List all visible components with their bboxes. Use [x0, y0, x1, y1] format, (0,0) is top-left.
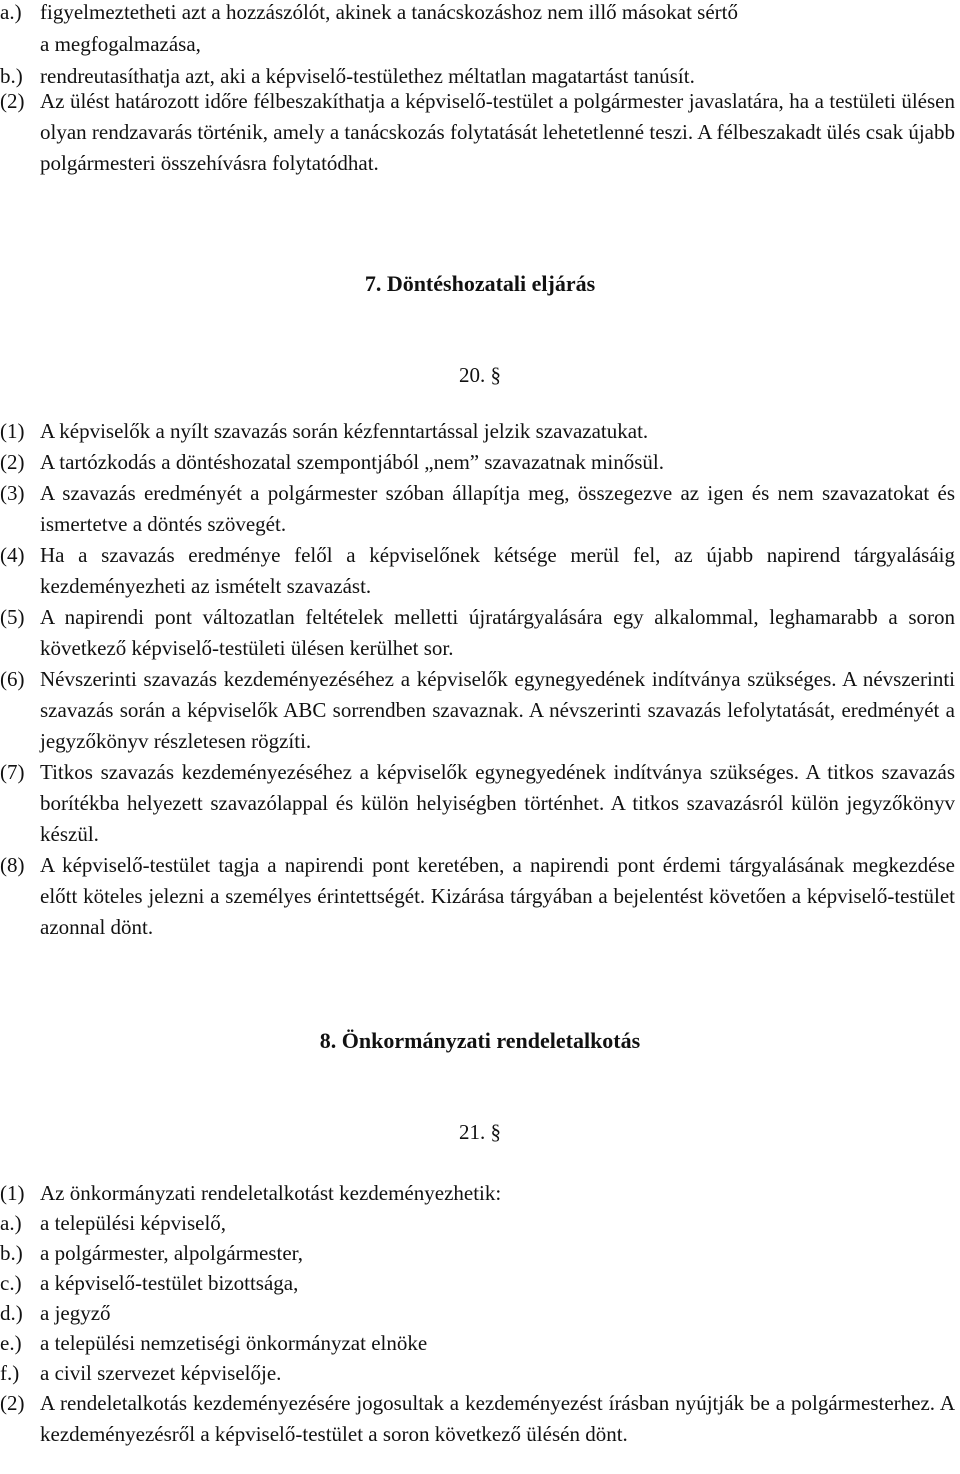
list-item-marker: f.) — [0, 1361, 20, 1385]
list-item-text: a képviselő-testület bizottsága, — [40, 1271, 299, 1295]
list-item-marker-b: b.) — [0, 64, 23, 88]
section-7-paragraphs — [0, 416, 955, 943]
list-item-text-b: rendreutasíthatja azt, aki a képviselő-testülethez méltatlan magatartást tanúsít. — [40, 64, 695, 88]
paragraph-number: (2) — [0, 450, 25, 474]
list-item-text: a polgármester, alpolgármester, — [40, 1241, 304, 1265]
paragraph-text: A rendeletalkotás kezdeményezésére jogosultak a kezdeményezést írásban nyújtják be a polgármesterhez. A kezdeményezésről a képviselő-testület a soron következő ülésén dönt. — [40, 1391, 955, 1446]
paragraph-2-section8 — [0, 1388, 955, 1450]
list-item-marker: d.) — [0, 1301, 23, 1325]
section-21-paragraph-symbol: 21. § — [459, 1120, 501, 1144]
paragraph-text: Az önkormányzati rendeletalkotást kezdeményezhetik: — [40, 1181, 502, 1205]
paragraph-item — [0, 416, 955, 447]
paragraph-number: (7) — [0, 760, 25, 784]
section-20-paragraph-symbol: 20. § — [459, 363, 501, 387]
paragraph-number: (3) — [0, 481, 25, 505]
paragraph-item — [0, 540, 955, 602]
paragraph-item — [0, 478, 955, 540]
list-item-marker: c.) — [0, 1271, 22, 1295]
paragraph-item — [0, 757, 955, 850]
paragraph-text: A napirendi pont változatlan feltételek melletti újratárgyalására egy alkalommal, leghamarabb a soron következő képviselő-testületi ülésen kerülhet sor. — [40, 605, 955, 660]
paragraph-text: A tartózkodás a döntéshozatal szempontjából „nem” szavazatnak minősül. — [40, 450, 664, 474]
list-item-text: a települési nemzetiségi önkormányzat elnöke — [40, 1331, 428, 1355]
paragraph-number: (5) — [0, 605, 25, 629]
list-item-marker: e.) — [0, 1331, 22, 1355]
list-item-text: a jegyző — [40, 1301, 111, 1325]
paragraph-item — [0, 850, 955, 943]
paragraph-text: A szavazás eredményét a polgármester szóban állapítja meg, összegezve az igen és nem szavazatokat és ismertetve a döntés szövegét. — [40, 481, 955, 536]
list-item-text: a települési képviselő, — [40, 1211, 227, 1235]
list-item-text: a civil szervezet képviselője. — [40, 1361, 282, 1385]
paragraph-number: (2) — [0, 1391, 25, 1415]
paragraph-text: Ha a szavazás eredménye felől a képviselőnek kétsége merül fel, az újabb napirend tárgyalásáig kezdeményezheti az ismételt szavazást. — [40, 543, 955, 598]
list-item-text-a-line2: a megfogalmazása, — [40, 32, 201, 56]
paragraph-2-section6 — [0, 86, 955, 179]
paragraph-text: Az ülést határozott időre félbeszakíthatja a képviselő-testület a polgármester javaslatára, ha a testületi ülésen olyan rendzavarás történik, amely a tanácskozás folytatását lehetetlenné teszi. A félbeszakadt ülés csak újabb polgármesteri összehívásra folytatódhat. — [40, 89, 955, 175]
section-8-heading: 8. Önkormányzati rendeletalkotás — [319, 1028, 641, 1053]
paragraph-number: (4) — [0, 543, 25, 567]
section-7-heading: 7. Döntéshozatali eljárás — [364, 271, 596, 296]
paragraph-item — [0, 602, 955, 664]
paragraph-number: (1) — [0, 419, 25, 443]
paragraph-item — [0, 664, 955, 757]
list-item-text-a-line1: figyelmeztetheti azt a hozzászólót, akinek a tanácskozáshoz nem illő másokat sértő — [40, 0, 738, 24]
paragraph-item — [0, 447, 955, 478]
paragraph-text: Névszerinti szavazás kezdeményezéséhez a képviselők egynegyedének indítványa szükséges. A névszerinti szavazás során a képviselők ABC sorrendben szavaznak. A névszerinti szavazás lefolytatását, eredményét a jegyzőkönyv részletesen rögzíti. — [40, 667, 955, 753]
paragraph-number: (2) — [0, 89, 25, 113]
list-item-marker: b.) — [0, 1241, 23, 1265]
paragraph-number: (1) — [0, 1181, 25, 1205]
paragraph-number: (8) — [0, 853, 25, 877]
paragraph-text: A képviselő-testület tagja a napirendi pont keretében, a napirendi pont érdemi tárgyalásának megkezdése előtt köteles jelezni a személyes érintettségét. Kizárása tárgyában a bejelentést követően a képviselő-testület azonnal dönt. — [40, 853, 955, 939]
paragraph-number: (6) — [0, 667, 25, 691]
paragraph-text: A képviselők a nyílt szavazás során kézfenntartással jelzik szavazatukat. — [40, 419, 649, 443]
paragraph-text: Titkos szavazás kezdeményezéséhez a képviselők egynegyedének indítványa szükséges. A titkos szavazás borítékba helyezett szavazólappal és külön helyiségben történhet. A titkos szavazásról külön jegyzőkönyv készül. — [40, 760, 955, 846]
list-item-marker-a: a.) — [0, 0, 22, 24]
list-item-marker: a.) — [0, 1211, 22, 1235]
